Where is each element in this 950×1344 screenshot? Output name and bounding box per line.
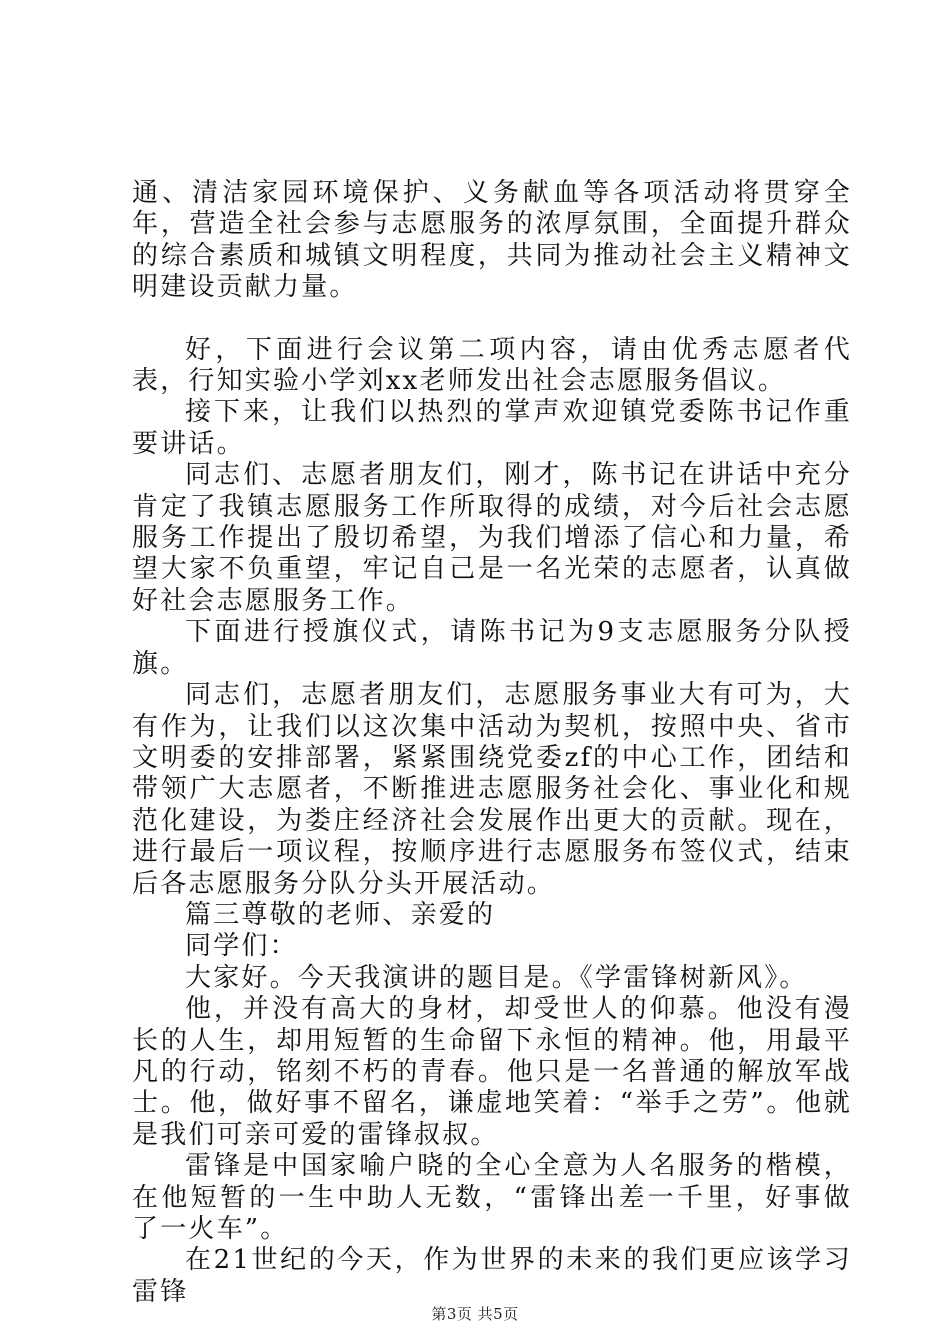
- body-text: [132, 178, 852, 1308]
- paragraph-5: 下面进行授旗仪式，请陈书记为9支志愿服务分队授旗。: [132, 617, 852, 679]
- paragraph-2: 好，下面进行会议第二项内容，请由优秀志愿者代表，行知实验小学刘xx老师发出社会志愿服务倡议。: [132, 334, 852, 397]
- paragraph-12: 在21世纪的今天，作为世界的未来的我们更应该学习雷锋: [132, 1245, 852, 1307]
- paragraph-4: 同志们、志愿者朋友们，刚才，陈书记在讲话中充分肯定了我镇志愿服务工作所取得的成绩，对今后社会志愿服务工作提出了殷切希望，为我们增添了信心和力量，希望大家不负重望，牢记自己是一名光荣的志愿者，认真做好社会志愿服务工作。: [132, 460, 852, 616]
- page-number-footer: 第3页 共5页: [431, 1305, 519, 1323]
- paragraph-9: 大家好。今天我演讲的题目是。《学雷锋树新风》。: [185, 962, 808, 993]
- paragraph-10: 他，并没有高大的身材，却受世人的仰慕。他没有漫长的人生，却用短暂的生命留下永恒的精神。他，用最平凡的行动，铭刻不朽的青春。他只是一名普通的解放军战士。他，做好事不留名，谦虚地笑着：“举手之劳”。他就是我们可亲可爱的雷锋叔叔。: [132, 994, 852, 1150]
- paragraph-8: 同学们：: [185, 931, 298, 962]
- paragraph-gap: [132, 304, 852, 335]
- paragraph-1: 通、清洁家园环境保护、义务献血等各项活动将贯穿全年，营造全社会参与志愿服务的浓厚氛围，全面提升群众的综合素质和城镇文明程度，共同为推动社会主义精神文明建设贡献力量。: [132, 178, 852, 303]
- paragraph-7: 篇三尊敬的老师、亲爱的: [185, 899, 496, 930]
- paragraph-11: 雷锋是中国家喻户晓的全心全意为人名服务的楷模，在他短暂的一生中助人无数，“雷锋出差一千里，好事做了一火车”。: [132, 1151, 852, 1244]
- paragraph-6: 同志们，志愿者朋友们，志愿服务事业大有可为，大有作为，让我们以这次集中活动为契机，按照中央、省市文明委的安排部署，紧紧围绕党委zf的中心工作，团结和带领广大志愿者，不断推进志愿服务社会化、事业化和规范化建设，为娄庄经济社会发展作出更大的贡献。现在，进行最后一项议程，按顺序进行志愿服务布签仪式，结束后各志愿服务分队分头开展活动。: [132, 680, 852, 899]
- paragraph-3: 接下来，让我们以热烈的掌声欢迎镇党委陈书记作重要讲话。: [132, 397, 852, 459]
